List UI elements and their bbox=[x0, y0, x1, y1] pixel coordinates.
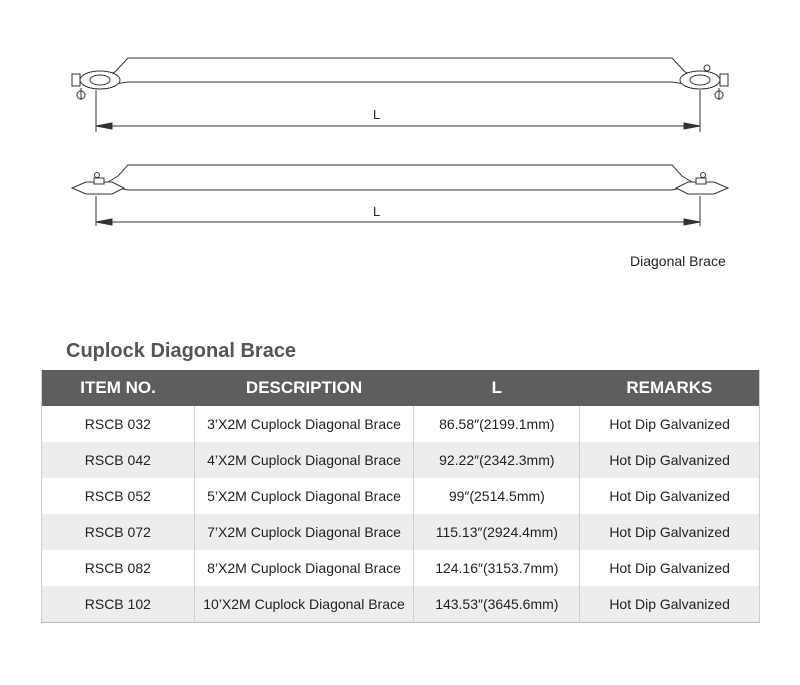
header-item-no: ITEM NO. bbox=[42, 370, 195, 406]
header-remarks: REMARKS bbox=[580, 370, 760, 406]
cell-remarks: Hot Dip Galvanized bbox=[580, 442, 760, 478]
cell-remarks: Hot Dip Galvanized bbox=[580, 514, 760, 550]
cell-length: 143.53″(3645.6mm) bbox=[414, 586, 580, 623]
cell-description: 3’X2M Cuplock Diagonal Brace bbox=[194, 406, 414, 442]
cell-length: 92.22″(2342.3mm) bbox=[414, 442, 580, 478]
cell-length: 99″(2514.5mm) bbox=[414, 478, 580, 514]
header-length: L bbox=[414, 370, 580, 406]
table-row bbox=[42, 550, 760, 586]
cell-remarks: Hot Dip Galvanized bbox=[580, 586, 760, 623]
table-row bbox=[42, 586, 760, 623]
table-row bbox=[42, 442, 760, 478]
cell-length: 115.13″(2924.4mm) bbox=[414, 514, 580, 550]
cell-description: 5’X2M Cuplock Diagonal Brace bbox=[194, 478, 414, 514]
table-row bbox=[42, 406, 760, 442]
cell-description: 4’X2M Cuplock Diagonal Brace bbox=[194, 442, 414, 478]
cell-description: 8’X2M Cuplock Diagonal Brace bbox=[194, 550, 414, 586]
drawing-caption: Diagonal Brace bbox=[630, 253, 726, 269]
cell-remarks: Hot Dip Galvanized bbox=[609, 488, 730, 504]
table-title: Cuplock Diagonal Brace bbox=[66, 340, 297, 362]
cell-description: 10’X2M Cuplock Diagonal Brace bbox=[194, 586, 414, 623]
cell-length: 124.16″(3153.7mm) bbox=[414, 550, 580, 586]
cell-item-no: RSCB 032 bbox=[42, 406, 195, 442]
dimension-label-top: L bbox=[373, 107, 381, 122]
cell-remarks: Hot Dip Galvanized bbox=[609, 560, 730, 576]
cell-item-no: RSCB 072 bbox=[42, 514, 195, 550]
table-row bbox=[42, 478, 760, 514]
dimension-label-bottom: L bbox=[373, 204, 381, 219]
cell-length: 86.58″(2199.1mm) bbox=[414, 406, 580, 442]
cell-item-no: RSCB 052 bbox=[42, 478, 195, 514]
cell-item-no: RSCB 082 bbox=[42, 550, 195, 586]
table-row bbox=[42, 514, 760, 550]
cell-remarks: Hot Dip Galvanized bbox=[609, 416, 730, 432]
spec-table bbox=[41, 370, 760, 623]
cell-item-no: RSCB 042 bbox=[42, 442, 195, 478]
cell-description: 7’X2M Cuplock Diagonal Brace bbox=[194, 514, 414, 550]
cell-item-no: RSCB 102 bbox=[42, 586, 195, 623]
table-header-row bbox=[42, 370, 760, 406]
header-description: DESCRIPTION bbox=[194, 370, 414, 406]
